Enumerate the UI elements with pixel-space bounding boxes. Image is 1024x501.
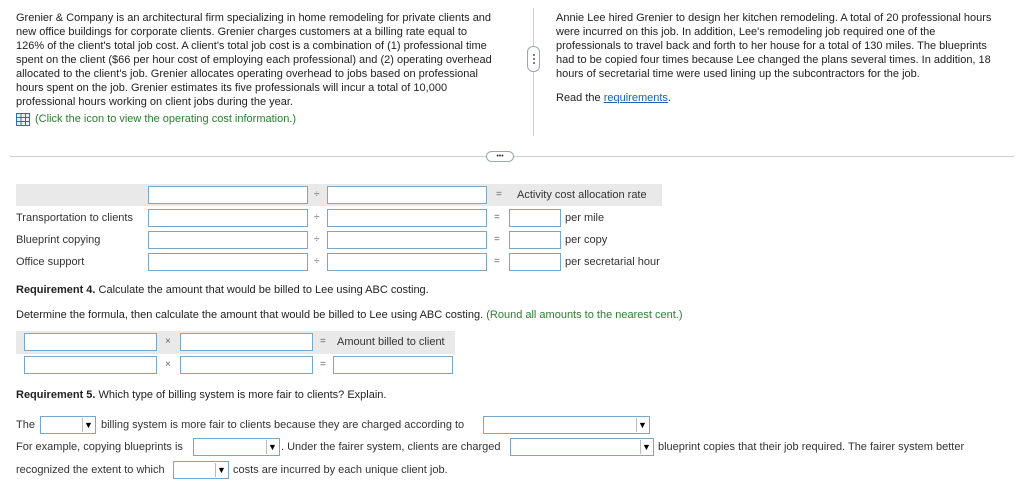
req5-title xyxy=(16,389,386,401)
rate-unit: per secretarial hour xyxy=(565,256,660,268)
dropdown-arrow-icon[interactable]: ▼ xyxy=(215,463,227,477)
divide-symbol: ÷ xyxy=(314,234,320,245)
divide-symbol: ÷ xyxy=(314,212,320,223)
equals-symbol: = xyxy=(494,212,500,223)
scenario-line: were incurred on this job. In addition, Lee's remodeling job required one of the xyxy=(556,26,936,38)
scenario-line: Annie Lee hired Grenier to design her kitchen remodeling. A total of 20 professional hours xyxy=(556,12,992,24)
charged-according-select[interactable] xyxy=(483,416,650,434)
intro-line: Grenier & Company is an architectural firm specializing in home remodeling for private clients and xyxy=(16,12,492,24)
dropdown-arrow-icon[interactable]: ▼ xyxy=(82,418,94,432)
multiply-symbol: × xyxy=(165,359,171,370)
req4-title xyxy=(16,284,429,296)
req4-instruction xyxy=(16,309,683,321)
billing-input-right[interactable] xyxy=(180,356,313,374)
divide-symbol: ÷ xyxy=(314,189,320,200)
scenario-paragraph xyxy=(556,11,991,81)
req5-s3-prefix: recognized the extent to which xyxy=(16,464,165,476)
equals-symbol: = xyxy=(494,234,500,245)
rate-row-label: Office support xyxy=(16,256,85,268)
req4-instr-text: Determine the formula, then calculate the amount that would be billed to Lee using ABC costing. xyxy=(16,309,484,321)
multiply-symbol: × xyxy=(165,336,171,347)
billing-header-right[interactable] xyxy=(180,333,313,351)
billing-result-label: Amount billed to client xyxy=(337,336,445,348)
rate-header-denominator[interactable] xyxy=(327,186,487,204)
read-suffix: . xyxy=(667,92,671,104)
intro-line: allocated to the client's job. Grenier allocates operating overhead to jobs based on professional xyxy=(16,68,478,80)
req5-s2-mid: . Under the fairer system, clients are charged xyxy=(281,441,501,453)
rate-header-numerator[interactable] xyxy=(148,186,308,204)
intro-line: hours spent on the job. Grenier estimates its five professionals will incur a total of 10,000 xyxy=(16,82,448,94)
clients-charged-select[interactable] xyxy=(510,438,654,456)
req4-round-note: (Round all amounts to the nearest cent.) xyxy=(483,309,683,321)
office-rate-input[interactable] xyxy=(509,253,561,271)
blueprint-cost-select[interactable] xyxy=(193,438,280,456)
req5-s1-mid: billing system is more fair to clients because they are charged according to xyxy=(101,419,465,431)
read-requirements xyxy=(556,92,671,104)
billing-system-select[interactable] xyxy=(40,416,96,434)
scenario-line: had to be copied four times because Lee changed the plans several times. In addition, 18 xyxy=(556,54,991,66)
rate-row-label: Transportation to clients xyxy=(16,212,133,224)
intro-paragraph xyxy=(16,11,492,109)
read-prefix: Read the xyxy=(556,92,604,104)
expand-dots: ••• xyxy=(496,153,504,160)
office-driver-input[interactable] xyxy=(327,253,487,271)
scenario-line: hours of secretarial time were used lining up the subcontractors for the job. xyxy=(556,68,920,80)
equals-symbol: = xyxy=(496,189,502,200)
blueprint-rate-input[interactable] xyxy=(509,231,561,249)
equals-symbol: = xyxy=(320,336,326,347)
requirements-link[interactable]: requirements xyxy=(603,92,668,104)
req5-title-bold: Requirement 5. xyxy=(16,389,96,401)
req5-s2-prefix: For example, copying blueprints is xyxy=(16,441,183,453)
intro-line: spent on the client ($66 per hour cost of employing each professional) and (2) operating overhead xyxy=(16,54,492,66)
operating-cost-link-text[interactable]: (Click the icon to view the operating cost information.) xyxy=(35,113,297,125)
rate-header-label: Activity cost allocation rate xyxy=(517,189,647,201)
dropdown-arrow-icon[interactable]: ▼ xyxy=(640,440,652,454)
rate-row-label: Blueprint copying xyxy=(16,234,101,246)
divide-symbol: ÷ xyxy=(314,256,320,267)
req4-title-bold: Requirement 4. xyxy=(16,284,96,296)
rate-unit: per mile xyxy=(565,212,605,224)
transport-driver-input[interactable] xyxy=(327,209,487,227)
billing-input-left[interactable] xyxy=(24,356,157,374)
costs-incurred-select[interactable] xyxy=(173,461,229,479)
billing-header-left[interactable] xyxy=(24,333,157,351)
rate-unit: per copy xyxy=(565,234,608,246)
req5-s2-end: blueprint copies that their job required. The fairer system better xyxy=(658,441,965,453)
intro-line: 126% of the client's total job cost. A client's total job cost is a combination of (1) professional time xyxy=(16,40,487,52)
req4-title-rest: Calculate the amount that would be billed to Lee using ABC costing. xyxy=(95,284,429,296)
equals-symbol: = xyxy=(320,359,326,370)
operating-cost-link[interactable] xyxy=(16,112,296,126)
splitter-handle[interactable] xyxy=(527,46,540,72)
vertical-divider xyxy=(533,8,534,136)
transport-rate-input[interactable] xyxy=(509,209,561,227)
blueprint-cost-input[interactable] xyxy=(148,231,308,249)
intro-line: professional hours working on client jobs during the year. xyxy=(16,96,293,108)
blueprint-driver-input[interactable] xyxy=(327,231,487,249)
table-icon[interactable] xyxy=(16,113,30,126)
scenario-line: professionals to travel back and forth to her house for a total of 130 miles. The blueprints xyxy=(556,40,987,52)
intro-line: new office buildings for corporate clients. Grenier charges customers at a billing rate equal to xyxy=(16,26,468,38)
dropdown-arrow-icon[interactable]: ▼ xyxy=(266,440,278,454)
req5-s1-prefix: The xyxy=(16,419,35,431)
req5-s3-end: costs are incurred by each unique client job. xyxy=(233,464,448,476)
transport-cost-input[interactable] xyxy=(148,209,308,227)
equals-symbol: = xyxy=(494,256,500,267)
billing-amount-input[interactable] xyxy=(333,356,453,374)
dropdown-arrow-icon[interactable]: ▼ xyxy=(636,418,648,432)
office-cost-input[interactable] xyxy=(148,253,308,271)
expand-handle[interactable] xyxy=(486,151,514,162)
req5-title-rest: Which type of billing system is more fair to clients? Explain. xyxy=(95,389,387,401)
